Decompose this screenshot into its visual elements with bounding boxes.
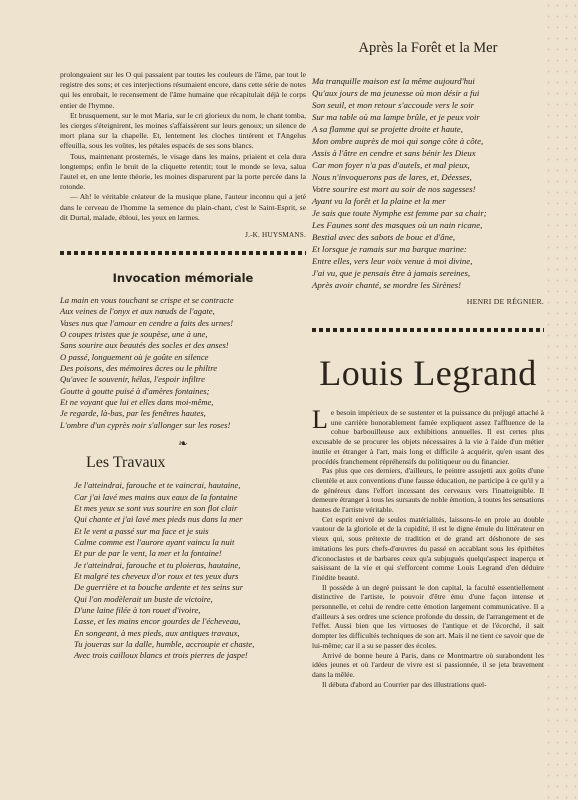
poem-travaux — [60, 480, 306, 662]
paper-speckle — [544, 0, 578, 800]
verse-line: En songeant, à mes pieds, aux antiques travaux, — [74, 627, 240, 638]
verse-line: Goutte à goutte puisé à d'amères fontaines; — [60, 385, 210, 396]
poem-apres — [312, 75, 544, 291]
verse-line: Après avoir chanté, se mordre les Sirènes! — [312, 280, 462, 290]
article-paragraph-text: e besoin impérieux de se sustenter et la puissance du préjugé attaché à une carrière honorablement famée expliquent assez l'affluence de la cohue barbouilleuse aux exhibitions annuelles. Il est certes plus excusable de se procurer les objets nécessaires à la vie à l'aide d'un métier inutile et étranger à l'art, mais long et difficile à acquérir, qu'en usant des procédés franchement répréhensifs du politiqueur ou du financier. — [312, 408, 544, 466]
verse-line: Avec trois cailloux blancs et trois pierres de jaspe! — [74, 650, 248, 661]
verse-line: Mon ombre auprès de moi qui songe côte à côte, — [312, 136, 484, 146]
verse-line: Car j'ai lavé mes mains aux eaux de la fontaine — [74, 491, 238, 502]
verse-line: O passé, longuement où je goûte en silence — [60, 351, 209, 362]
prose-paragraph: Tous, maintenant prosternés, le visage dans les mains, priaient et cela dura longtemps; enfin le bruit de la cliquette retentit; tout le monde se leva, salua l'autel et, en une lente théorie, les moines disparurent par la porte percée dans la rotonde. — [60, 151, 306, 192]
verse-line: De guerrière et ta bouche ardente et tes seins sur — [74, 582, 244, 593]
left-column — [60, 70, 306, 662]
prose-paragraph: — Ah! le véritable créateur de la musique plane, l'auteur inconnu qui a jeté dans le cerveau de l'homme la semence du plain-chant, c'est le Saint-Esprit, se dit Durtal, malade, ébloui, les yeux en larmes. — [60, 192, 306, 222]
verse-line: Des poisons, des mémoires âcres ou le philtre — [60, 363, 218, 374]
verse-line: Son seuil, et mon retour s'accoude vers le soir — [312, 100, 475, 110]
verse-line: Tu joueras sur la dalle, humble, accroupie et chaste, — [74, 638, 255, 649]
verse-line: Qui l'on modèlerait un buste de victoire, — [74, 593, 213, 604]
verse-line: Je sais que toute Nymphe est femme par sa chair; — [312, 208, 487, 218]
prose-paragraph: prolongeaient sur les O qui passaient par toutes les couleurs de l'âme, par tout le registre des sons; et ces interjections résumaient encore, dans cette série de notes qui les enrobait, le recensement de l'âme humaine que récapitulait déjà le corps entier de l'hymne. — [60, 70, 306, 110]
verse-line: A sa flamme qui se projette droite et haute, — [312, 124, 463, 134]
right-column — [312, 40, 544, 689]
signature-regnier: HENRI DE RÉGNIER. — [466, 297, 544, 306]
verse-line: J'ai vu, que je pensais être à jamais sereines, — [312, 268, 471, 278]
poem-title-invocation: Invocation mémoriale — [112, 271, 254, 286]
verse-line: Nous n'invoquerons pas de lares, et, Déesses, — [312, 172, 472, 182]
verse-line: D'une laine filée à ton rouet d'ivoire, — [74, 604, 201, 615]
verse-line: Les Faunes sont des masques où un nain ricane, — [312, 220, 483, 230]
verse-line: Votre sourire est mort au soir de nos sagesses! — [312, 184, 476, 194]
verse-line: Lasse, et les mains encor gourdes de l'écheveau, — [74, 616, 241, 627]
verse-line: Aux veines de l'onyx et aux nœuds de l'agate, — [60, 306, 215, 317]
ornament-divider — [60, 249, 306, 257]
poem-title-travaux: Les Travaux — [86, 454, 166, 472]
verse-line: Entre elles, vers leur voix venue à moi divine, — [312, 256, 473, 266]
poem-title-apres: Après la Forêt et la Mer — [358, 40, 498, 56]
verse-line: Sans sourire aux beautés des socles et des anses! — [60, 340, 229, 351]
article-paragraph: Il débuta d'abord au Courrier par des illustrations quel- — [322, 679, 487, 689]
poem-invocation — [60, 295, 306, 431]
verse-line: Ma tranquille maison est la même aujourd'hui — [312, 76, 475, 86]
verse-line: Et le vent a passé sur ma face et je suis — [74, 525, 209, 536]
prose-paragraph: Et brusquement, sur le mot Maria, sur le cri glorieux du nom, le chant tomba, les cierges s'éteignirent, les moines s'affaissèrent sur leurs genoux; un silence de mort plana sur la chapelle. Et, lentement les cloches tintèrent et l'Angelus effeuilla, sous les voûtes, les pétales espacés de ses sons blancs. — [60, 110, 306, 151]
verse-line: Bestial avec des sabots de bouc et d'âne, — [312, 232, 456, 242]
article-paragraph: Il possède à un degré puissant le don capital, la faculté essentiellement distinctive de l'artiste, le pouvoir d'être ému d'une façon intense et personnelle, et celui de rendre cette émotion largement communicative. Il a d'ailleurs à ses ordres une science profonde du dessin, de l'arrangement et de l'effet. Aussi bien que les virtuoses de l'antique et de l'écorché, il sait dompter les difficultés techniques de son art. Mais il ne tient ce savoir que de lui-même; car il a su se passer des écoles. — [312, 582, 544, 650]
verse-line: Qui chante et j'ai lavé mes pieds nus dans la mer — [74, 514, 243, 525]
huysmans-excerpt — [60, 70, 306, 223]
article-paragraph — [312, 405, 544, 466]
verse-line: Et mes yeux se sont vus sourire en son flot clair — [74, 502, 238, 513]
verse-line: Je t'atteindrai, farouche et tu ploieras, hautaine, — [74, 559, 241, 570]
verse-line: Je l'atteindrai, farouche et te vaincrai, hautaine, — [74, 480, 241, 491]
verse-line: Qu'avec le souvenir, hélas, l'espoir infiltre — [60, 374, 205, 385]
verse-line: Et pur de par le vent, la mer et la fontaine! — [74, 548, 222, 559]
article-title: Louis Legrand — [319, 353, 537, 393]
verse-line: Et malgré tes cheveux d'or roux et tes yeux durs — [74, 570, 239, 581]
verse-line: Car mon foyer n'a pas d'autels, et mal pieux, — [312, 160, 470, 170]
article-paragraph: Cet esprit enivré de seules matérialités, laissons-le en proie au double vautour de la gloriole et de la cupidité, il est le digne émule du littérateur en vieux qui, sous prétexte de tradition et de grand art déshonore de ses imitations les purs chefs-d'œuvres du passé en accablant sous les épithètes d'iconoclastes et de barbares ceux qu'a subjugués quelqu'aspect inaperçu et saisissant de la vie et qui s'efforcent comme Louis Legrand d'en déduire l'inédite beauté. — [312, 514, 544, 582]
verse-line: Ayant vu la forêt et la plaine et la mer — [312, 196, 446, 206]
signature-huysmans: J.-K. HUYSMANS. — [245, 231, 306, 240]
verse-line: Vases nus que l'amour en cendre a faits des urnes! — [60, 317, 234, 328]
verse-line: L'ombre d'un cyprès noir s'allonger sur les roses! — [60, 419, 231, 430]
drop-cap: L — [312, 405, 328, 434]
fleuron-icon: ❧ — [178, 438, 188, 451]
article-paragraph: Arrivé de bonne heure à Paris, dans ce Montmartre où surabondent les idées jeunes et où l'ardeur de vivre est si passionnée, il se jeta bravement dans la mêlée. — [312, 650, 544, 679]
verse-line: O coupes tristes que je soupèse, une à une, — [60, 329, 208, 340]
verse-line: La main en vous touchant se crispe et se contracte — [60, 295, 234, 306]
verse-line: Et ne voyant que lui et elles dans moi-même, — [60, 397, 214, 408]
verse-line: Assis à l'âtre en cendre et sans bénir les Dieux — [312, 148, 476, 158]
verse-line: Et lorsque je ramais sur ma barque marine: — [312, 244, 467, 254]
verse-line: Qu'aux jours de ma jeunesse où mon désir a fui — [312, 88, 480, 98]
article-paragraph: Pas plus que ces derniers, d'ailleurs, le peintre assujetti aux goûts d'une clientèle et aux conventions d'une fausse éducation, ne participe à ce qu'il y a de généreux dans l'effort incessant des cerveaux vers l'inatteignible. Il demeure étranger à tous les sursauts de noble émotion, à toutes les sensations hautes de l'artiste véritable. — [312, 466, 544, 515]
ornament-divider — [312, 326, 544, 334]
verse-line: Calme comme est l'aurore ayant vaincu la nuit — [74, 536, 235, 547]
verse-line: Sur ma table où ma lampe brûle, et je peux voir — [312, 112, 480, 122]
verse-line: Je regarde, là-bas, par les fenêtres hautes, — [60, 408, 206, 419]
legrand-article — [312, 405, 544, 689]
